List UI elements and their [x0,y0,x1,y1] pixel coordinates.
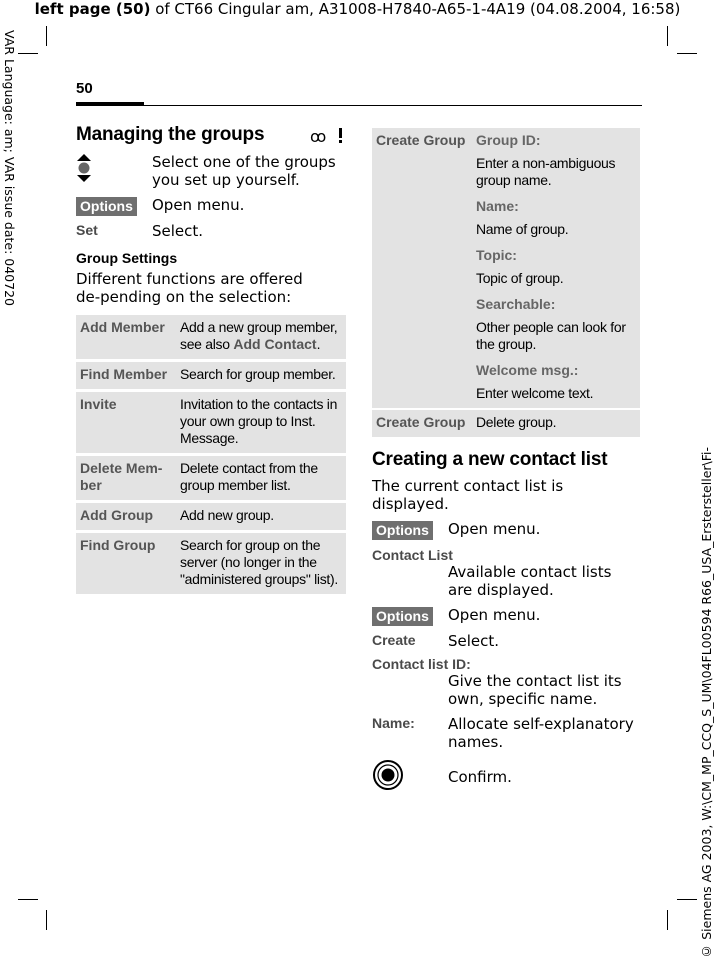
group-settings-table [76,312,346,597]
instruction-row [372,606,642,626]
header-bold: left page (50) [34,0,151,18]
crop-mark [18,53,38,54]
name-field-label: Name: [372,715,415,731]
field-description: Enter a non-ambiguous group name. [476,155,616,188]
subheading: Group Settings [76,250,178,266]
set-menu-label[interactable]: Set [76,222,98,238]
page-number: 50 [76,80,93,97]
instruction-text: Select one of the groups you set up yourself. [152,153,336,189]
instruction-row [372,632,642,650]
instruction-row [372,715,642,751]
options-softkey[interactable]: Options [372,521,433,540]
crop-mark [667,910,668,930]
crop-mark [677,899,697,900]
table-row [76,456,346,500]
crop-mark [677,53,697,54]
center-button-icon[interactable] [372,759,448,795]
option-description: Search for group on the server (no longer in the "administered groups" list). [176,533,346,594]
intro-text: The current contact list is displayed. [372,477,564,513]
instruction-row [372,547,642,599]
option-description: Invitation to the contacts in your own group to Inst. Message. [176,392,346,453]
option-label: Delete Mem-ber [76,456,176,500]
field-description: Topic of group. [476,270,564,286]
header-rest: of CT66 Cingular am, A31008-H7840-A65-1-4A19 (04.08.2004, 16:58) [150,0,681,18]
option-description [472,128,640,408]
field-description: Enter welcome text. [476,385,594,401]
header-rule [76,105,642,106]
table-row [76,533,346,594]
page-header [0,0,715,18]
option-label: Find Member [76,362,176,389]
instruction-text: Open menu. [448,606,541,624]
option-label: Add Member [76,315,176,359]
field-name: Searchable: [476,296,556,312]
table-row [76,315,346,359]
table-row [76,503,346,530]
field-name: Name: [476,198,519,214]
option-label: Invite [76,392,176,453]
options-softkey[interactable]: Options [372,607,433,626]
left-column [76,124,346,597]
crop-mark [18,899,38,900]
contact-list-menu-label[interactable]: Contact List [372,547,453,563]
instruction-row [372,656,642,708]
cross-reference: Add Contact [233,336,317,352]
section-title: Managing the groups [76,124,265,145]
instruction-row [76,153,346,189]
section-title: Creating a new contact list [372,449,608,470]
right-column [372,126,642,795]
section-title-row [76,124,346,148]
table-row [372,410,640,437]
instruction-text: Give the contact list its own, specific name. [448,672,622,708]
instruction-text: Open menu. [152,196,245,214]
create-menu-label[interactable]: Create [372,632,416,648]
field-name: Group ID: [476,132,541,148]
option-label: Find Group [76,533,176,594]
table-row [372,128,640,408]
instruction-text: Allocate self-explanatory names. [448,715,634,751]
contact-list-id-label: Contact list ID: [372,656,471,672]
table-row [76,392,346,453]
field-name: Welcome msg.: [476,362,579,378]
crop-mark [46,26,47,46]
crop-mark [667,26,668,46]
side-note-left: VAR Language: am; VAR issue date: 040720 [2,30,17,306]
field-name: Topic: [476,247,517,263]
intro-text: Different functions are offered de-pending on the selection: [76,270,303,306]
instruction-text: Available contact lists are displayed. [448,563,612,599]
svg-text:ꝏ: ꝏ [310,127,327,146]
instruction-row [76,196,346,216]
instruction-row [372,520,642,540]
options-softkey[interactable]: Options [76,197,137,216]
option-description: Add a new group member, see also Add Contact. [176,315,346,359]
feature-icon [310,126,346,150]
option-label: Add Group [76,503,176,530]
instruction-text: Confirm. [448,768,512,786]
side-note-right: © Siemens AG 2003, W:\CM_MP_CCQ_S_UM\04FL00594 R66_USA_Erstersteller\Fi- [699,447,714,959]
crop-mark [46,910,47,930]
option-label: Create Group [372,410,472,437]
nav-updown-icon [76,153,152,189]
option-description: Search for group member. [176,362,346,389]
instruction-row [372,759,642,795]
field-description: Name of group. [476,221,569,237]
create-group-table [372,126,640,439]
table-row [76,362,346,389]
instruction-text: Open menu. [448,520,541,538]
instruction-text: Select. [152,222,204,240]
instruction-row [76,222,346,240]
option-label: Create Group [372,128,472,408]
field-description: Other people can look for the group. [476,319,626,352]
instruction-text: Select. [448,632,500,650]
option-description: Add new group. [176,503,346,530]
option-description: Delete contact from the group member list. [176,456,346,500]
option-description: Delete group. [472,410,640,437]
